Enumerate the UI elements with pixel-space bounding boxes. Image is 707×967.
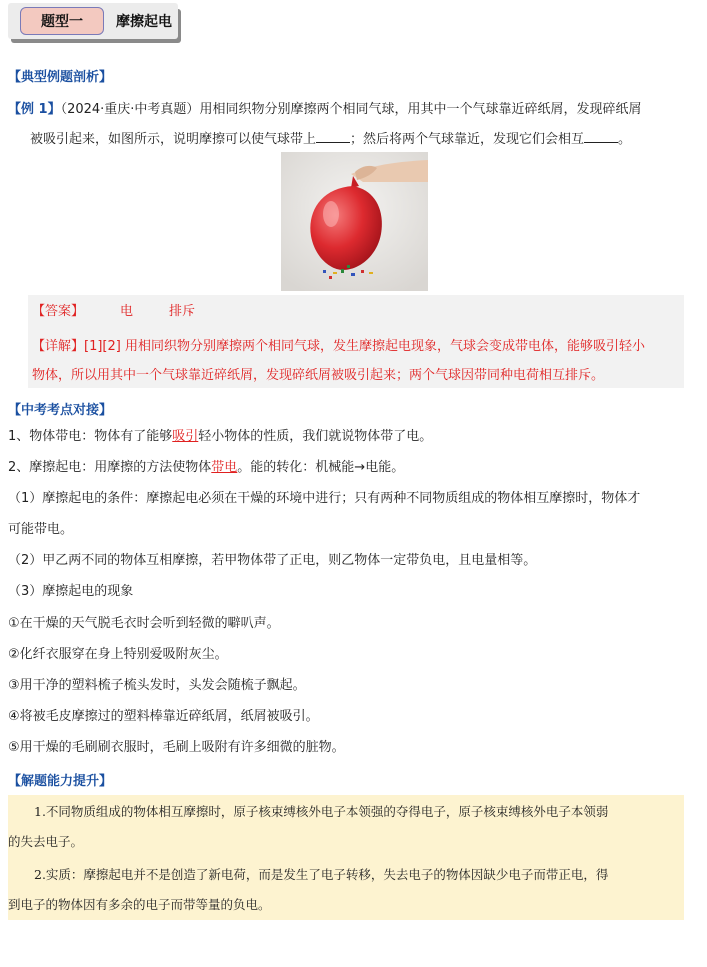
example-text-c: ；然后将两个气球靠近，发现它们会相互 xyxy=(350,132,585,147)
section-heading-exam-points: 【中考考点对接】 xyxy=(8,403,113,418)
point-5: （3）摩擦起电的现象 xyxy=(8,584,134,599)
tip-2-line-2: 到电子的物体因有多余的电子而带等量的负电。 xyxy=(8,897,271,912)
section-heading-analysis: 【典型例题剖析】 xyxy=(8,70,113,85)
tip-1-line-1: 1.不同物质组成的物体相互摩擦时，原子核束缚核外电子本领强的夺得电子，原子核束缚核外电子本领弱 xyxy=(34,804,609,819)
answer-2: 排斥 xyxy=(169,304,196,319)
balloon-photo xyxy=(281,152,428,291)
answer-tag: 【答案】 xyxy=(32,304,85,319)
tip-1-line-2: 的失去电子。 xyxy=(8,834,84,849)
answer-line xyxy=(32,301,195,323)
point-4: （2）甲乙两不同的物体互相摩擦，若甲物体带了正电，则乙物体一定带负电，且电量相等。 xyxy=(8,553,537,568)
point-3-line-2: 可能带电。 xyxy=(8,522,74,537)
tip-2 xyxy=(8,860,684,920)
example-text-a: 用相同织物分别摩擦两个相同气球，用其中一个气球靠近碎纸屑，发现碎纸屑 xyxy=(199,102,642,117)
point-1-keyword: 吸引 xyxy=(172,429,199,444)
detail-line-2: 物体，所以用其中一个气球靠近碎纸屑，发现碎纸屑被吸引起来；两个气球因带同种电荷相互排斥。 xyxy=(32,368,605,383)
example-source: （2024·重庆·中考真题） xyxy=(60,102,200,117)
example-text-b: 被吸引起来，如图所示，说明摩擦可以使气球带上 xyxy=(30,132,317,147)
tip-1 xyxy=(8,797,684,857)
point-1-text-a: 1、物体带电：物体有了能够 xyxy=(8,429,173,444)
example-line-2 xyxy=(8,125,696,155)
answer-1: 电 xyxy=(120,304,134,319)
phenomenon-3: ③用干净的塑料梳子梳头发时，头发会随梳子飘起。 xyxy=(8,678,306,693)
phenomenon-4: ④将被毛皮摩擦过的塑料棒靠近碎纸屑，纸屑被吸引。 xyxy=(8,709,319,724)
detail-tag: 【详解】 xyxy=(32,339,85,354)
example-text-d: 。 xyxy=(618,132,632,147)
point-2-keyword: 带电 xyxy=(211,460,238,475)
section-heading-ability: 【解题能力提升】 xyxy=(8,774,113,789)
tip-2-line-1: 2.实质：摩擦起电并不是创造了新电荷，而是发生了电子转移，失去电子的物体因缺少电子而带正电，得 xyxy=(34,867,609,882)
answer-blank-2 xyxy=(584,130,618,143)
topic-title: 摩擦起电 xyxy=(116,14,172,30)
answer-blank-1 xyxy=(316,130,350,143)
point-3-line-1: （1）摩擦起电的条件：摩擦起电必须在干燥的环境中进行；只有两种不同物质组成的物体相互摩擦时，物体才 xyxy=(8,491,641,506)
phenomenon-5: ⑤用干燥的毛刷刷衣服时，毛刷上吸附有许多细微的脏物。 xyxy=(8,740,345,755)
point-2-text-b: 。能的转化：机械能→电能。 xyxy=(237,460,405,475)
phenomenon-2: ②化纤衣服穿在身上特别爱吸附灰尘。 xyxy=(8,647,228,662)
section-tab xyxy=(8,3,180,42)
answer-detail xyxy=(32,332,682,390)
example-line-1 xyxy=(8,95,696,125)
point-1-text-b: 轻小物体的性质，我们就说物体带了电。 xyxy=(198,429,433,444)
detail-line-1 xyxy=(32,332,682,361)
phenomenon-1: ①在干燥的天气脱毛衣时会听到轻微的噼叭声。 xyxy=(8,616,280,631)
point-2-text-a: 2、摩擦起电：用摩擦的方法使物体 xyxy=(8,460,212,475)
detail-text-1: [1][2] 用相同织物分别摩擦两个相同气球，发生摩擦起电现象，气球会变成带电体，能够吸引轻小 xyxy=(84,339,645,354)
example-question xyxy=(8,95,696,155)
point-2 xyxy=(8,458,698,478)
example-label: 【例 1】 xyxy=(8,102,61,117)
question-type-badge: 题型一 xyxy=(20,7,104,35)
balloon-illustration xyxy=(281,152,428,291)
point-1 xyxy=(8,427,698,447)
